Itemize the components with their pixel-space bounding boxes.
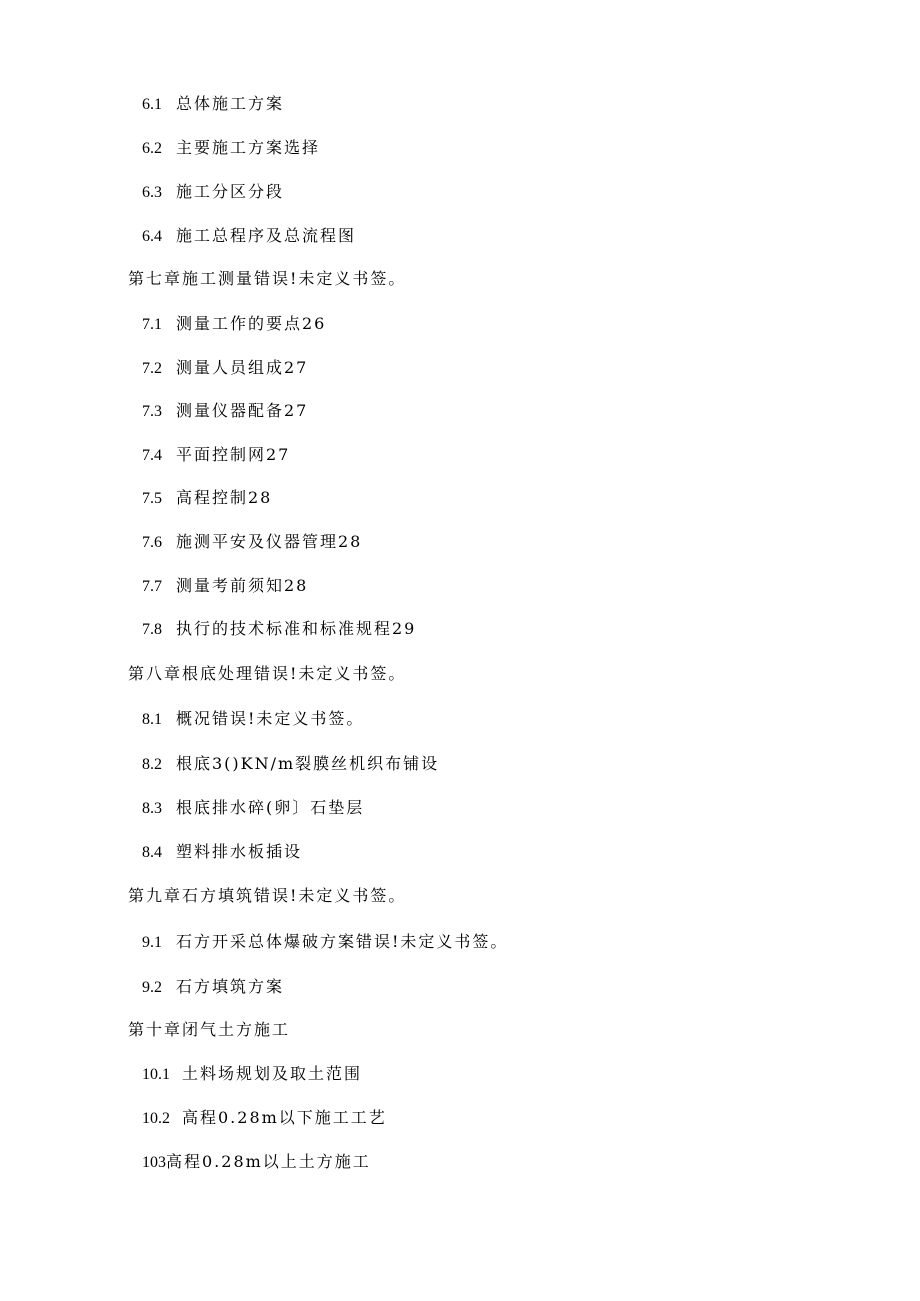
toc-entry-number: 103	[142, 1154, 166, 1171]
toc-entry-title: 平面控制网27	[176, 445, 291, 464]
toc-chapter-9	[128, 886, 406, 906]
toc-entry-9-1	[142, 932, 508, 953]
toc-entry-number: 7.7	[142, 578, 162, 595]
toc-entry-8-4	[142, 842, 302, 863]
toc-entry-title: 土料场规划及取土范围	[182, 1064, 363, 1083]
toc-entry-6-4	[142, 226, 356, 247]
toc-entry-7-5	[142, 488, 272, 509]
toc-entry-number: 7.1	[142, 316, 162, 333]
toc-entry-7-4	[142, 445, 290, 466]
toc-entry-title: 测量考前须知28	[176, 576, 309, 595]
toc-chapter-8	[128, 664, 406, 684]
toc-entry-number: 8.4	[142, 844, 162, 861]
toc-entry-10-3	[142, 1152, 371, 1173]
toc-entry-8-1	[142, 709, 364, 730]
toc-chapter-title: 第七章施工测量错误!未定义书签。	[128, 269, 407, 288]
toc-entry-number: 7.6	[142, 534, 162, 551]
toc-entry-title: 石方开采总体爆破方案错误!未定义书签。	[176, 932, 509, 951]
toc-entry-10-1	[142, 1064, 362, 1085]
toc-chapter-title: 第八章根底处理错误!未定义书签。	[128, 664, 407, 683]
toc-entry-number: 6.1	[142, 96, 162, 113]
toc-entry-6-3	[142, 182, 284, 203]
toc-entry-title: 主要施工方案选择	[176, 138, 321, 157]
toc-chapter-title: 第九章石方填筑错误!未定义书签。	[128, 886, 407, 905]
toc-entry-7-2	[142, 358, 308, 379]
toc-entry-10-2	[142, 1108, 387, 1129]
toc-entry-7-3	[142, 401, 308, 422]
toc-entry-title: 测量人员组成27	[176, 358, 309, 377]
toc-entry-title: 施工总程序及总流程图	[176, 226, 357, 245]
toc-entry-title: 根底排水碎(卵〕石垫层	[176, 798, 365, 817]
toc-entry-number: 8.1	[142, 711, 162, 728]
toc-entry-6-2	[142, 138, 320, 159]
toc-entry-title: 塑料排水板插设	[176, 842, 303, 861]
toc-entry-number: 7.5	[142, 490, 162, 507]
toc-entry-title: 概况错误!未定义书签。	[176, 709, 365, 728]
toc-entry-title: 高程0.28m以下施工工艺	[182, 1108, 387, 1127]
toc-entry-number: 10.1	[142, 1066, 170, 1083]
toc-entry-number: 7.3	[142, 403, 162, 420]
toc-entry-number: 7.8	[142, 621, 162, 638]
toc-entry-number: 9.2	[142, 979, 162, 996]
toc-entry-title: 高程控制28	[176, 488, 273, 507]
toc-entry-title: 根底3()KN/m裂膜丝机织布铺设	[176, 754, 440, 773]
toc-entry-title: 测量仪器配备27	[176, 401, 309, 420]
toc-entry-7-6	[142, 532, 362, 553]
toc-entry-number: 6.2	[142, 140, 162, 157]
toc-entry-title: 总体施工方案	[176, 94, 285, 113]
toc-entry-number: 8.3	[142, 800, 162, 817]
toc-entry-title: 高程0.28m以上土方施工	[166, 1152, 371, 1171]
toc-entry-7-7	[142, 576, 308, 597]
toc-entry-number: 6.4	[142, 228, 162, 245]
toc-entry-number: 9.1	[142, 934, 162, 951]
toc-chapter-7	[128, 269, 406, 289]
toc-entry-title: 执行的技术标准和标准规程29	[176, 619, 417, 638]
toc-chapter-title: 第十章闭气土方施工	[128, 1020, 291, 1039]
toc-entry-title: 石方填筑方案	[176, 977, 285, 996]
toc-entry-title: 测量工作的要点26	[176, 314, 327, 333]
toc-chapter-10	[128, 1020, 290, 1040]
toc-entry-title: 施工分区分段	[176, 182, 285, 201]
toc-entry-8-3	[142, 798, 364, 819]
toc-entry-7-1	[142, 314, 326, 335]
toc-entry-8-2	[142, 754, 439, 775]
toc-entry-6-1	[142, 94, 284, 115]
toc-entry-title: 施测平安及仪器管理28	[176, 532, 363, 551]
toc-entry-number: 7.2	[142, 360, 162, 377]
toc-entry-number: 8.2	[142, 756, 162, 773]
toc-entry-number: 7.4	[142, 447, 162, 464]
toc-entry-7-8	[142, 619, 416, 640]
toc-entry-number: 6.3	[142, 184, 162, 201]
toc-entry-9-2	[142, 977, 284, 998]
toc-entry-number: 10.2	[142, 1110, 170, 1127]
